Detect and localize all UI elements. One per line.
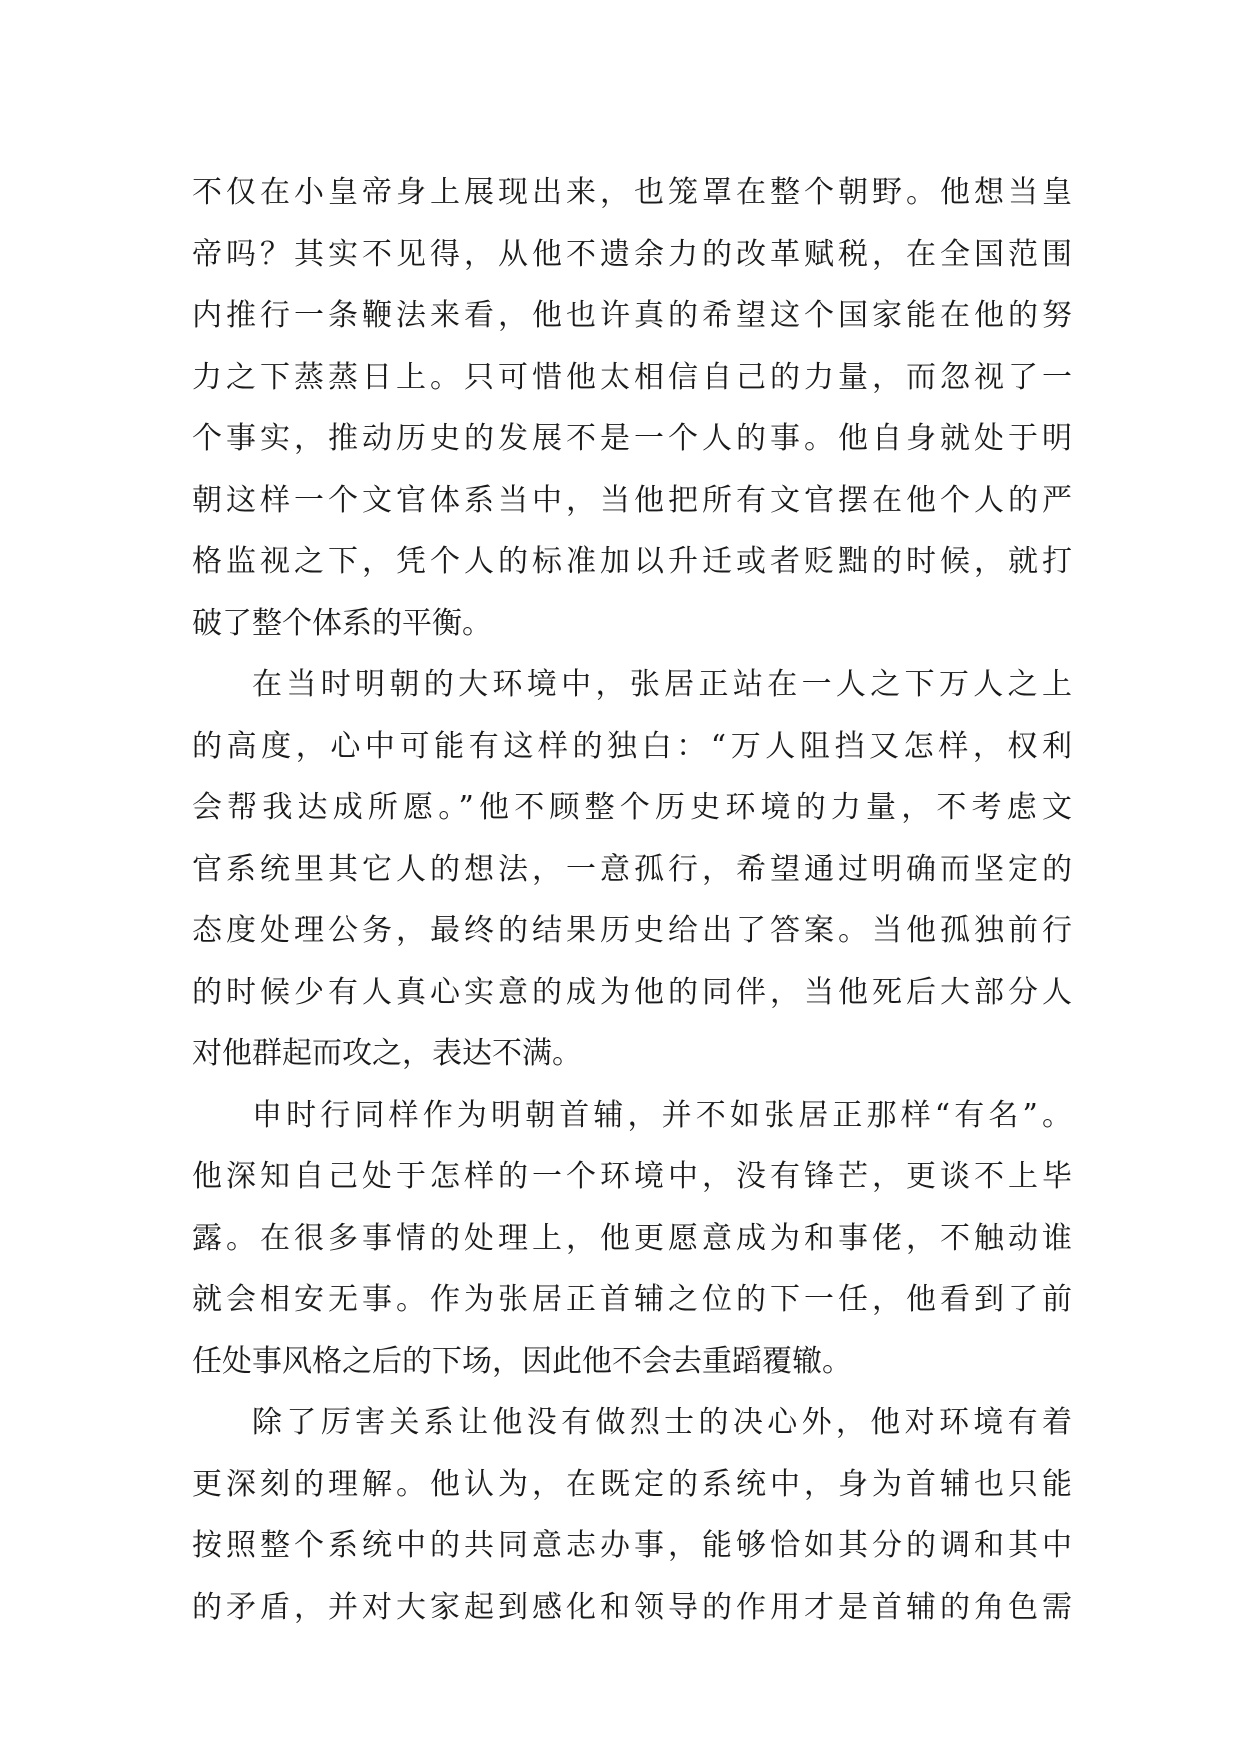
text-line: 申时行同样作为明朝首辅，并不如张居正那样“有名”。 — [252, 1097, 1072, 1133]
text-line: 的时候少有人真心实意的成为他的同伴，当他死后大部分人 — [192, 974, 1072, 1010]
text-line: 力之下蒸蒸日上。只可惜他太相信自己的力量，而忽视了一 — [192, 359, 1072, 395]
text-line: 在当时明朝的大环境中，张居正站在一人之下万人之上 — [252, 667, 1072, 702]
text-line: 除了厉害关系让他没有做烈士的决心外，他对环境有着 — [252, 1405, 1072, 1440]
text-line: 会帮我达成所愿。”他不顾整个历史环境的力量，不考虑文 — [192, 790, 1072, 825]
text-line: 内推行一条鞭法来看，他也许真的希望这个国家能在他的努 — [192, 298, 1072, 333]
text-line: 他深知自己处于怎样的一个环境中，没有锋芒，更谈不上毕 — [192, 1159, 1072, 1194]
text-line: 不仅在小皇帝身上展现出来，也笼罩在整个朝野。他想当皇 — [192, 175, 1072, 210]
paragraph — [192, 654, 1072, 1085]
text-line: 官系统里其它人的想法，一意孤行，希望通过明确而坚定的 — [192, 851, 1072, 887]
text-line: 按照整个系统中的共同意志办事，能够恰如其分的调和其中 — [192, 1528, 1072, 1563]
text-line: 的矛盾，并对大家起到感化和领导的作用才是首辅的角色需 — [192, 1589, 1072, 1625]
text-line: 露。在很多事情的处理上，他更愿意成为和事佬，不触动谁 — [192, 1220, 1072, 1256]
paragraph — [192, 162, 1072, 654]
text-line: 格监视之下，凭个人的标准加以升迁或者贬黜的时候，就打 — [192, 544, 1072, 579]
text-line: 更深刻的理解。他认为，在既定的系统中，身为首辅也只能 — [192, 1466, 1072, 1502]
text-line: 破了整个体系的平衡。 — [192, 605, 492, 641]
text-line: 对他群起而攻之，表达不满。 — [192, 1036, 582, 1071]
text-line: 就会相安无事。作为张居正首辅之位的下一任，他看到了前 — [192, 1282, 1072, 1317]
text-line: 帝吗？其实不见得，从他不遗余力的改革赋税，在全国范围 — [192, 236, 1072, 272]
paragraph — [192, 1085, 1072, 1393]
text-line: 个事实，推动历史的发展不是一个人的事。他自身就处于明 — [192, 421, 1072, 456]
text-line: 任处事风格之后的下场，因此他不会去重蹈覆辙。 — [192, 1343, 852, 1379]
text-line: 态度处理公务，最终的结果历史给出了答案。当他孤独前行 — [192, 913, 1072, 948]
paragraph — [192, 1392, 1072, 1638]
text-line: 朝这样一个文官体系当中，当他把所有文官摆在他个人的严 — [192, 482, 1072, 518]
text-line: 的高度，心中可能有这样的独白：“万人阻挡又怎样，权利 — [192, 728, 1072, 764]
body-text — [192, 162, 1072, 1638]
